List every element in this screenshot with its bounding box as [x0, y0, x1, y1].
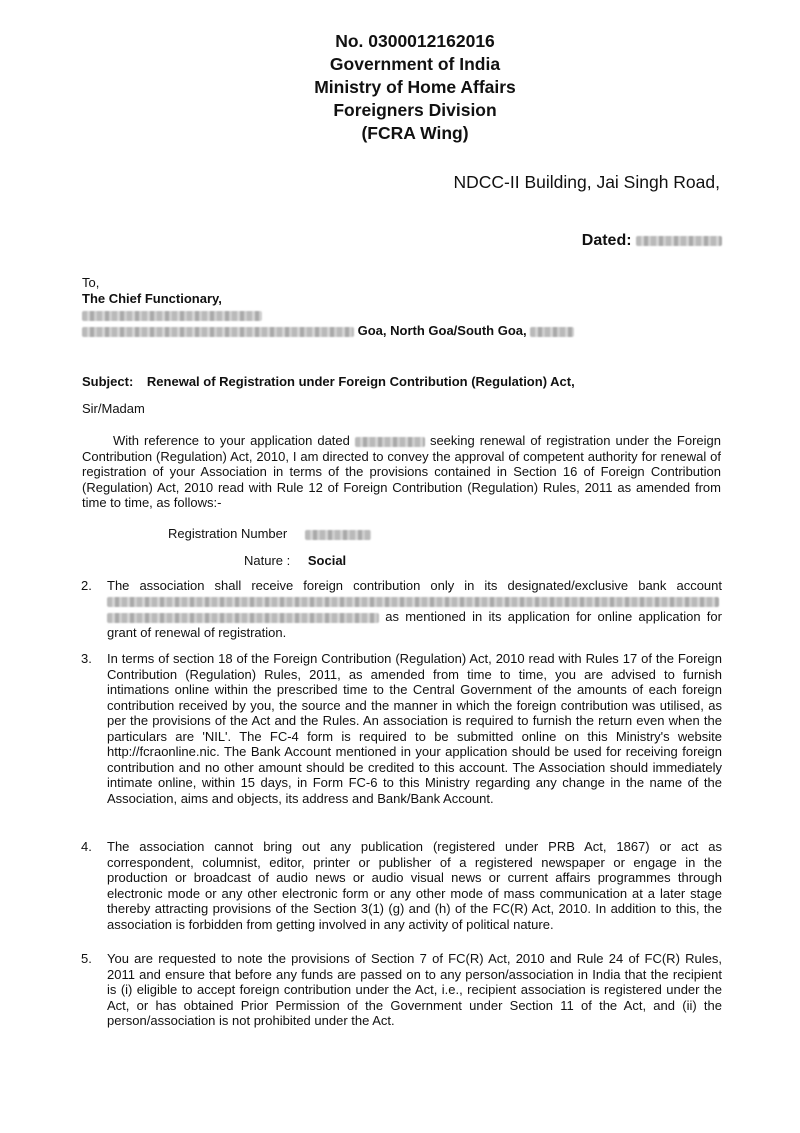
item-text-start: The association shall receive foreign contribution only in its designated/exclusive bank account [107, 578, 722, 593]
opening-text-rest: seeking renewal of registration under the Foreign Contribution (Regulation) Act, 2010, I am directed to convey the approval of competent authority for renewal of registration of your Association in terms of the provisions contained in Section 16 of Foreign Contribution (Regulation) Act, 2010 read with Rule 12 of Foreign Contribution (Regulation) Rules, 2011 as amended from time to time, as follows:- [82, 433, 721, 510]
office-address: NDCC-II Building, Jai Singh Road, [453, 172, 720, 192]
subject-line [82, 374, 575, 389]
redacted-name [82, 311, 262, 321]
dated-line [582, 232, 722, 250]
redacted-application-date [355, 437, 425, 447]
reference-number: No. 0300012162016 [335, 31, 495, 51]
wing-line: (FCRA Wing) [361, 123, 469, 143]
opening-text-start: With reference to your application dated [113, 433, 350, 448]
item-number: 5. [81, 951, 92, 966]
item-text: In terms of section 18 of the Foreign Contribution (Regulation) Act, 2010 read with Rules 17 of the Foreign Contribution (Regulation) Rules, 2011, as amended from time to time, you are advised to furnish intimations online within the prescribed time to the Central Government of the amounts of each foreign contribution received by you, the source and the manner in which the foreign contribution was utilised, as per the provisions of the Act and the Rules. An association is required to furnish the return even when the particulars are 'NIL'. The FC-4 form is required to be submitted online on this Ministry's website http://fcraonline.nic. The Bank Account mentioned in your application should be used for receiving foreign contribution and no other amount should be credited to this account. The Association should immediately intimate online, within 15 days, in Form FC-6 to this Ministry regarding any change in the name of the Association, aims and objects, its address and Bank/Bank Account. [107, 651, 722, 806]
recipient-block [82, 275, 722, 339]
item-text: You are requested to note the provisions of Section 7 of FC(R) Act, 2010 and Rule 24 of FC(R) Rules, 2011 and ensure that before any funds are passed on to any person/association in India that the recipient is (i) eligible to accept foreign contribution under the Act, i.e., recipient association is registered under the Act, or has obtained Prior Permission of the Government under Section 11 of the Act, and (ii) the person/association is not prohibited under the Act. [107, 951, 722, 1028]
item-number: 4. [81, 839, 92, 854]
redacted-registration-number [305, 530, 371, 540]
nature-value: Social [307, 553, 347, 568]
letter-header [0, 30, 800, 145]
dated-label: Dated: [581, 232, 632, 249]
government-line: Government of India [329, 54, 501, 74]
recipient-location: Goa, North Goa/South Goa, [357, 323, 527, 338]
registration-label: Registration Number [168, 526, 288, 541]
division-line: Foreigners Division [333, 100, 497, 120]
item-number: 3. [81, 651, 92, 666]
subject-text: Renewal of Registration under Foreign Contribution (Regulation) Act, [146, 374, 575, 389]
item-text [107, 578, 722, 640]
item-text: The association cannot bring out any publication (registered under PRB Act, 1867) or act as correspondent, columnist, editor, printer or publisher of a registered newspaper or engage in the production or broadcast of audio news or audio visual news or current affairs programmes through electronic mode or any other electronic form or any other mode of mass communication at a later stage thereby attracting provisions of the Section 3(1) (g) and (h) of the FC(R) Act, 2010. In addition to this, the association is forbidden from getting involved in any activity of political nature. [107, 839, 722, 932]
registration-row [168, 526, 371, 541]
subject-label: Subject: [82, 374, 134, 389]
redacted-bank-account-cont [107, 613, 379, 623]
addressee: The Chief Functionary, [82, 291, 222, 306]
item-text-rest: as mentioned in its application for online application for grant of renewal of registration. [107, 609, 722, 640]
salutation: Sir/Madam [82, 401, 145, 416]
redacted-address [82, 327, 354, 337]
recipient-address-line [82, 323, 722, 339]
redacted-name-line [82, 307, 722, 323]
item-number: 2. [81, 578, 92, 593]
opening-paragraph [82, 433, 721, 511]
to-label: To, [82, 275, 100, 290]
redacted-pin [530, 327, 574, 337]
nature-label: Nature : [244, 553, 291, 568]
redacted-bank-account [107, 597, 719, 607]
ministry-line: Ministry of Home Affairs [314, 77, 516, 97]
nature-row [244, 553, 346, 568]
redacted-date [636, 236, 722, 246]
